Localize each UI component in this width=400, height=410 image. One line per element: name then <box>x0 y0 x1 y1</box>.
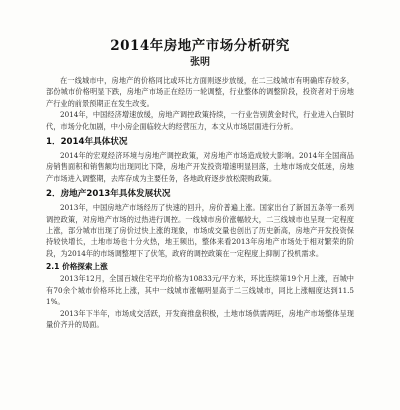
section-2-1-paragraph-2: 2013年下半年，市场成交活跃，开发商推盘积极，土地市场供需两旺，房地产市场整体呈现量价齐升的局面。 <box>46 308 354 329</box>
intro-paragraph-2: 2014年，中国经济增速放缓，房地产调控政策持续，一行业告别黄金时代，行业进入白银时代，市场分化加剧，中小房企面临较大的经营压力，本文从市场层面进行分析。 <box>46 110 354 131</box>
intro-paragraph-1: 在一线城市中，房地产的价格同比或环比方面则逐步放缓，在二三线城市有明确库存较多，部份城市价格明显下跌，房地产市场正在经历一轮调整，行业整体的调整阶段，投资者对于房地产行业的前景预期正在发生改变。 <box>46 76 354 108</box>
section-2-1-heading: 2.1 价格探索上涨 <box>46 262 108 272</box>
section-2-paragraph: 2013年，中国房地产市场经历了快速的回升，房价普遍上涨。国家出台了新国五条等一系列调控政策，对房地产市场的过热进行调控。一线城市房价涨幅较大，二三线城市也呈现一定程度上涨，部分城市出现了房价过快上涨的现象，市场成交量也创出了历史新高，房地产开发投资保持较快增长，土地市场也十分火热，地王频出，整体来看2013年房地产市场处于相对繁荣的阶段，为2014年的市场调整埋下了伏笔，政府的调控政策在一定程度上抑制了投机需求。 <box>46 203 354 258</box>
section-1-heading: 1．2014年具体状况 <box>46 137 128 148</box>
author-name: 张明 <box>190 57 210 68</box>
section-2-heading: 2．房地产2013年具体发展状况 <box>46 189 171 200</box>
document-title: 2014年房地产市场分析研究 <box>110 38 290 54</box>
section-2-1-paragraph: 2013年12月，全国百城住宅平均价格为10833元/平方米，环比连续第19个月上涨，百城中有70余个城市价格环比上涨，其中一线城市涨幅明显高于二三线城市，同比上涨幅度达到11.51%。 <box>46 274 354 307</box>
section-1-paragraph: 2014年的宏观经济环境与房地产调控政策，对房地产市场造成较大影响。2014年全国商品房销售面积和销售额均出现同比下降，房地产开发投资增速明显回落，土地市场成交低迷，房地产市场进入调整期，去库存成为主要任务，各地政府逐步放松限购政策。 <box>46 151 354 183</box>
